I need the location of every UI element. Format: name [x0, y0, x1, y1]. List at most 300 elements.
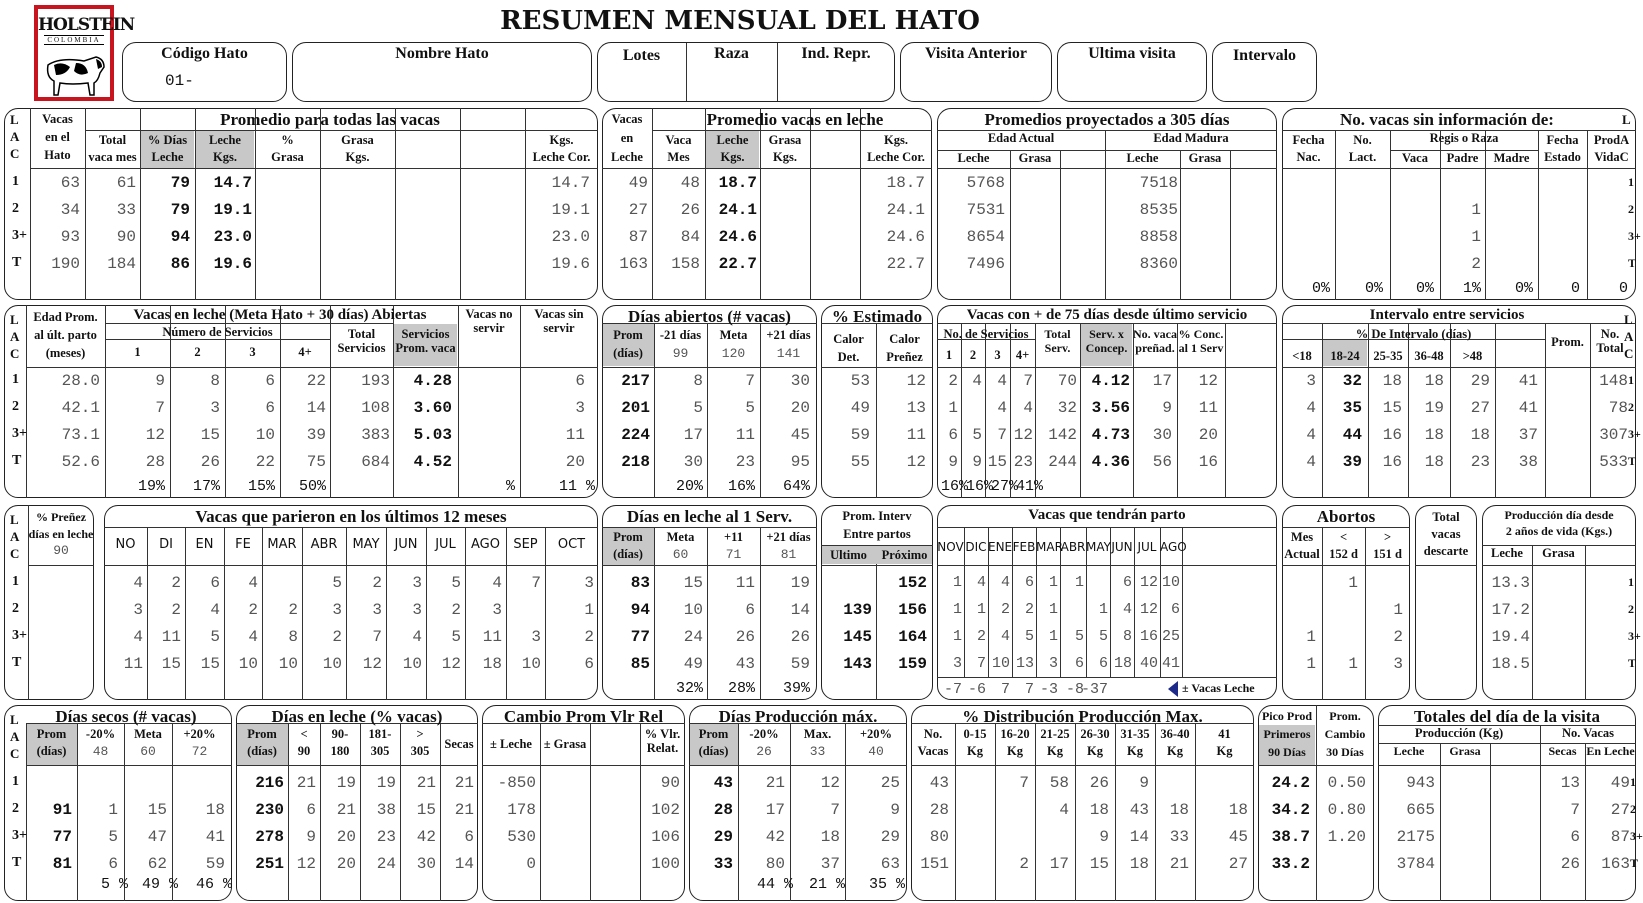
- grid-line: [460, 108, 461, 300]
- s9-total: 78: [1608, 399, 1628, 417]
- s21-prom: 43: [713, 774, 733, 792]
- s24-col-header: Grasa: [1449, 744, 1481, 758]
- s5-n2: 15: [200, 426, 220, 444]
- s7-calor-prenez: 11: [906, 426, 926, 444]
- s5-n1: 7: [155, 399, 165, 417]
- s10-meta: 90: [53, 543, 69, 558]
- s4-padre: 2: [1471, 255, 1481, 273]
- s11-cell: 18: [482, 655, 502, 673]
- s3-edad-madura-leche: 8360: [1139, 255, 1178, 273]
- s12-prom: 77: [630, 628, 650, 646]
- lac-label-s1: L: [10, 112, 19, 127]
- s15-lt152: 1: [1348, 574, 1358, 592]
- lac-label-s9-right: C: [1624, 346, 1634, 361]
- s9-prom: 41: [1518, 399, 1538, 417]
- row-label-right: 2: [1628, 202, 1634, 216]
- s2-col-header: Kgs.: [720, 150, 745, 164]
- s24-leche: 2175: [1396, 828, 1435, 846]
- s5-col-num: 3: [249, 345, 256, 359]
- s4-col-header: Fecha: [1546, 133, 1579, 147]
- s11-cell: 11: [161, 628, 181, 646]
- s21-m20: 80: [765, 855, 785, 873]
- s8-title: Vacas con + de 75 días desde último servicio: [966, 307, 1248, 323]
- s14-month: ENE: [988, 540, 1013, 554]
- vacas-hato-hdr-2: en el: [45, 130, 70, 144]
- s14-cell: 4: [976, 574, 986, 591]
- s13-ultimo: 143: [843, 655, 872, 673]
- s12-p21: 59: [790, 655, 810, 673]
- grid-line: [506, 527, 507, 700]
- s9-r2535: 16: [1382, 453, 1402, 471]
- lac-label-s5: C: [10, 346, 20, 361]
- s22-col-header: Kg: [1087, 744, 1103, 758]
- s2-col-header: Vaca: [665, 133, 692, 147]
- s24-secas: 6: [1570, 828, 1580, 846]
- s12-meta: 15: [683, 574, 703, 592]
- s6-meta: 7: [745, 372, 755, 390]
- s5-total: 108: [361, 399, 390, 417]
- s11-cell: 15: [161, 655, 181, 673]
- s22-cell: 14: [1129, 828, 1149, 846]
- s8-n3: 7: [997, 426, 1007, 444]
- s1-leche-cor: 23.0: [551, 228, 590, 246]
- s9-gt48: 27: [1470, 399, 1490, 417]
- s6-meta: 11: [735, 426, 755, 444]
- s9-total: 307: [1599, 426, 1628, 444]
- s18-col-header: +20%: [183, 727, 216, 741]
- s24-group-prod: Producción (Kg): [1414, 726, 1504, 740]
- s20-vlr: 90: [660, 774, 680, 792]
- s9-gt48: 29: [1470, 372, 1490, 390]
- s22-cell: 15: [1089, 855, 1109, 873]
- s6-m21: 17: [683, 426, 703, 444]
- s5-col-num: 2: [194, 345, 201, 359]
- s12-p11: 6: [745, 601, 755, 619]
- s5-title: Vacas en leche (Meta Hato + 30 días) Abiertas: [133, 307, 427, 323]
- s8-n3: 15: [987, 453, 1007, 471]
- s13-col-header: Ultimo: [830, 548, 867, 562]
- grid-line: [104, 527, 598, 528]
- grid-line: [937, 168, 1277, 169]
- s13-ultimo: 139: [843, 601, 872, 619]
- s13-ultimo: 145: [843, 628, 872, 646]
- grid-line: [395, 108, 396, 300]
- s14-month: JUL: [1137, 540, 1157, 554]
- s6-m21: 30: [683, 453, 703, 471]
- s22-cell: 58: [1049, 774, 1069, 792]
- s1-leche-cor: 14.7: [551, 174, 590, 192]
- s22-cell: 18: [1089, 801, 1109, 819]
- s15-mes: 1: [1306, 628, 1316, 646]
- s1-col-header: % Días: [147, 133, 188, 147]
- s14-cell: 10: [991, 655, 1010, 672]
- row-label-s18: 1: [12, 774, 19, 789]
- s11-cell: 10: [278, 655, 298, 673]
- s12-col-header: (días): [613, 547, 643, 561]
- s15-gt151: 2: [1393, 628, 1403, 646]
- s2-leche-cor: 22.7: [886, 255, 925, 273]
- s18-pct: 46 %: [195, 876, 232, 893]
- s21-meta-val: 40: [868, 744, 884, 759]
- s14-cell: 4: [1122, 601, 1132, 618]
- s3-edad-actual-leche: 8654: [966, 228, 1005, 246]
- s22-cell: 45: [1228, 828, 1248, 846]
- s2-col-header: Kgs.: [884, 133, 908, 147]
- s11-cell: 12: [441, 655, 461, 673]
- s2-vaca-mes: 158: [671, 255, 700, 273]
- s11-cell: 2: [451, 601, 461, 619]
- s22-cell: 4: [1059, 801, 1069, 819]
- s11-month: NO: [115, 537, 136, 552]
- grid-line: [1585, 545, 1586, 700]
- s18-p20: 59: [205, 855, 225, 873]
- s5-pct: %: [505, 478, 515, 495]
- s9-r1824: 32: [1342, 372, 1362, 390]
- s14-cell: 18: [1113, 655, 1132, 672]
- s22-col-header: 41: [1218, 727, 1231, 741]
- s8-n1: 1: [948, 399, 958, 417]
- s18-prom: 91: [52, 801, 72, 819]
- vacas-hato-hdr-1: Vacas: [42, 112, 73, 126]
- grid-line: [937, 367, 1277, 368]
- grid-line: [689, 765, 907, 766]
- s15-lt152: 1: [1348, 655, 1358, 673]
- s9-col-header: 25-35: [1373, 349, 1403, 363]
- lac-label-s10: L: [10, 512, 19, 527]
- s23-pico: 38.7: [1271, 828, 1310, 846]
- s8-pct: 16%: [965, 478, 993, 495]
- s21-meta-val: 33: [809, 744, 826, 759]
- row-label-right: 2: [1628, 400, 1634, 414]
- s5-sin-servir: Vacas sin servir: [534, 307, 584, 335]
- lac-label-s1: C: [10, 146, 20, 161]
- s11-cell: 15: [200, 655, 220, 673]
- grid-line: [104, 565, 598, 566]
- s8-conc: 20: [1198, 426, 1218, 444]
- s14-delta: -6: [967, 681, 986, 698]
- s9-total: 533: [1599, 453, 1628, 471]
- s9-sub: % De Intervalo (días): [1355, 327, 1472, 341]
- row-label-s1: 3+: [12, 228, 27, 243]
- s3-edad-madura-leche: 8858: [1139, 228, 1178, 246]
- s6-col-header: Meta: [719, 328, 748, 342]
- s12-meta: 24: [683, 628, 703, 646]
- s19-lt90: 21: [296, 774, 316, 792]
- s14-cell: 3: [1048, 655, 1058, 672]
- s20-leche: 0: [526, 855, 536, 873]
- s14-cell: 1: [1048, 574, 1058, 591]
- s8-prenad: 17: [1152, 372, 1172, 390]
- s18-meta: 62: [147, 855, 167, 873]
- s19-col-header: >: [416, 727, 424, 741]
- s18-col-header: Prom: [36, 727, 67, 741]
- s12-col-header: +21 días: [766, 530, 811, 544]
- s3-col-header: Leche: [1126, 151, 1159, 165]
- s18-col-header: -20%: [85, 727, 116, 741]
- s1-leche-cor: 19.1: [551, 201, 590, 219]
- s11-month: AGO: [471, 537, 500, 552]
- s17-leche: 18.5: [1491, 655, 1530, 673]
- lac-label-s9-right: L: [1624, 312, 1633, 327]
- grid-line: [1440, 743, 1441, 901]
- s12-p21: 14: [790, 601, 810, 619]
- s13-proximo: 164: [898, 628, 927, 646]
- s12-meta-val: 60: [672, 547, 689, 562]
- s1-col-header: Grasa: [271, 150, 304, 164]
- s23-cambio: 0.80: [1327, 801, 1366, 819]
- s24-leche: 665: [1406, 801, 1435, 819]
- s1-col-header: Grasa: [341, 133, 374, 147]
- s2-vacas-hdr: Leche: [611, 150, 643, 164]
- s2-vacas-hdr: Vacas: [611, 112, 643, 126]
- s15-title: Abortos: [1316, 507, 1376, 526]
- row-label-right: 1: [1628, 175, 1634, 189]
- s19-gt305: 15: [416, 801, 436, 819]
- s22-cell: 28: [929, 801, 949, 819]
- s22-col-header: 26-30: [1080, 727, 1110, 741]
- row-label-right: 3+: [1628, 427, 1641, 441]
- s11-cell: 5: [451, 628, 461, 646]
- s15-col-header: Mes: [1290, 530, 1314, 544]
- s21-max: 7: [830, 801, 840, 819]
- s11-month: JUN: [394, 537, 418, 552]
- lac-label-s18: A: [10, 729, 20, 744]
- s5-edad-hdr: al últ. parto: [34, 328, 97, 342]
- row-label-s5: 3+: [12, 426, 27, 441]
- s12-title: Días en leche al 1 Serv.: [626, 507, 793, 526]
- s4-lac-l: L: [1622, 112, 1631, 127]
- row-label-right: 3+: [1628, 229, 1641, 243]
- row-label-right: 2: [1630, 802, 1636, 816]
- s24-col-header: Secas: [1548, 744, 1577, 758]
- s23-pico: 24.2: [1271, 774, 1310, 792]
- s2-leche-cor: 24.1: [886, 201, 925, 219]
- s11-cell: 6: [210, 574, 220, 592]
- s19-r181: 23: [376, 828, 396, 846]
- grid-line: [1060, 150, 1061, 300]
- s8-n4: 7: [1023, 372, 1033, 390]
- s4-bottom: 0%: [1514, 280, 1533, 297]
- s21-max: 37: [820, 855, 840, 873]
- s3-title: Promedios proyectados a 305 días: [984, 110, 1230, 129]
- lac-label-s10: C: [10, 546, 20, 561]
- s19-col-header: 90-: [331, 727, 349, 741]
- s12-meta: 10: [683, 601, 703, 619]
- grid-line: [1532, 545, 1533, 700]
- s8-total: 244: [1048, 453, 1077, 471]
- s14-cell: 1: [976, 601, 986, 618]
- s3-group-actual: Edad Actual: [987, 131, 1055, 145]
- s5-pct: 15%: [247, 478, 275, 495]
- s15-col-header: >: [1383, 530, 1392, 544]
- s6-pct: 64%: [782, 478, 810, 495]
- grid-line: [821, 565, 933, 566]
- s4-col-header: Vaca: [1402, 151, 1428, 165]
- s5-n2: 3: [210, 399, 220, 417]
- s11-cell: 3: [492, 601, 502, 619]
- s15-col-header: Actual: [1284, 547, 1320, 561]
- s8-n3: 4: [997, 372, 1007, 390]
- s4-group: Regis o Raza: [1429, 131, 1499, 145]
- s5-edad-hdr: Edad Prom.: [33, 310, 98, 324]
- s19-r90: 21: [336, 801, 356, 819]
- row-label-s18: T: [12, 855, 22, 870]
- s11-cell: 4: [210, 601, 220, 619]
- s5-prom: 3.60: [413, 399, 452, 417]
- grid-line: [1010, 150, 1011, 300]
- s14-cell: 5: [1024, 628, 1034, 645]
- s17-title: 2 años de vida (Kgs.): [1505, 524, 1613, 538]
- s20-title: Cambio Prom Vlr Rel: [503, 707, 664, 726]
- s1-col-header: Total: [98, 133, 127, 147]
- row-label-right: T: [1628, 454, 1637, 468]
- s14-cell: 16: [1139, 628, 1158, 645]
- grid-line: [1540, 743, 1541, 901]
- s2-leche-kgs: 24.1: [718, 201, 757, 219]
- s21-m20: 21: [765, 774, 785, 792]
- s19-gt305: 30: [416, 855, 436, 873]
- s23-col-header: 30 Días: [1326, 745, 1364, 759]
- grid-line: [26, 765, 232, 766]
- s9-r3648: 18: [1424, 453, 1444, 471]
- s5-n3: 6: [265, 399, 275, 417]
- s24-group-vacas: No. Vacas: [1561, 726, 1615, 740]
- s4-col-header: Estado: [1544, 150, 1581, 164]
- s12-prom: 85: [630, 655, 650, 673]
- grid-line: [482, 765, 685, 766]
- s14-cell: 3: [952, 655, 962, 672]
- s18-col-header: (días): [36, 744, 67, 758]
- s8-conc: 11: [1198, 399, 1218, 417]
- s6-col-header: Prom: [613, 328, 643, 342]
- s21-p20: 63: [880, 855, 900, 873]
- s20-vlr: 102: [651, 801, 680, 819]
- row-label-s18: 3+: [12, 828, 27, 843]
- s8-sxc: 3.56: [1091, 399, 1130, 417]
- s17-title: Producción día desde: [1504, 508, 1614, 522]
- s7-calor-det: 59: [850, 426, 870, 444]
- s22-cell: 17: [1049, 855, 1069, 873]
- s11-cell: 7: [531, 574, 541, 592]
- s11-cell: 10: [238, 655, 258, 673]
- s6-p21: 95: [790, 453, 810, 471]
- s9-gt48: 23: [1470, 453, 1490, 471]
- s23-col-header: Primeros: [1263, 727, 1311, 741]
- row-label-s1: 2: [12, 201, 19, 216]
- s19-lt90: 12: [296, 855, 316, 873]
- page-title: RESUMEN MENSUAL DEL HATO: [500, 6, 980, 36]
- s7-calor-det: 53: [850, 372, 870, 390]
- s5-total: 193: [361, 372, 390, 390]
- s14-cell: 8: [1122, 628, 1132, 645]
- row-label-s1: 1: [12, 174, 19, 189]
- s11-cell: 8: [288, 628, 298, 646]
- row-label-s10: T: [12, 655, 22, 670]
- s12-col-header: +11: [724, 530, 743, 544]
- s9-r1824: 44: [1342, 426, 1362, 444]
- s22-col-header: 21-25: [1040, 727, 1070, 741]
- s14-month: MAR: [1036, 540, 1063, 554]
- s1-col-header: Kgs.: [213, 150, 237, 164]
- s21-m20: 42: [765, 828, 785, 846]
- s1-col-header: Leche: [209, 133, 241, 147]
- s5-n4: 39: [306, 426, 326, 444]
- s8-n2: 9: [972, 453, 982, 471]
- s8-n4: 23: [1013, 453, 1033, 471]
- s1-title: Promedio para todas las vacas: [220, 110, 440, 129]
- s14-cell: 5: [1074, 628, 1084, 645]
- s1-leche-kgs: 23.0: [213, 228, 252, 246]
- s2-vaca-mes: 48: [680, 174, 700, 192]
- s12-meta-val: 81: [780, 547, 797, 562]
- s20-vlr: 100: [651, 855, 680, 873]
- s13-proximo: 159: [898, 655, 927, 673]
- s8-sub: No. de Servicios: [943, 327, 1029, 341]
- s20-leche: -850: [497, 774, 536, 792]
- s19-col-header: 90: [297, 744, 311, 758]
- s3-group-madura: Edad Madura: [1153, 131, 1229, 145]
- s1-vacas-hato: 93: [60, 228, 80, 246]
- lac-label-s5: A: [10, 329, 20, 344]
- grid-line: [30, 168, 598, 169]
- s5-n3: 6: [265, 372, 275, 390]
- s2-vacas-leche: 163: [619, 255, 648, 273]
- s21-max: 18: [820, 828, 840, 846]
- logo-text: HOLSTEIN: [38, 15, 135, 35]
- s7-calor-det: 49: [850, 399, 870, 417]
- s8-col-num: 4+: [1015, 348, 1030, 362]
- s14-cell: 1: [1048, 601, 1058, 618]
- s19-lt90: 6: [306, 801, 316, 819]
- s1-col-header: Leche Cor.: [532, 150, 591, 164]
- s23-col-header: Cambio: [1324, 727, 1366, 741]
- s6-meta-val: 99: [672, 346, 689, 361]
- s11-cell: 5: [210, 628, 220, 646]
- s11-cell: 3: [584, 574, 594, 592]
- s1-vacas-hato: 63: [60, 174, 80, 192]
- s6-p21: 20: [790, 399, 810, 417]
- s2-vaca-mes: 26: [680, 201, 700, 219]
- s21-p20: 25: [880, 774, 900, 792]
- s1-pct-dias-leche: 79: [170, 201, 190, 219]
- s19-prom: 278: [255, 828, 284, 846]
- s14-delta-label: ± Vacas Leche: [1182, 681, 1255, 695]
- s11-month: ABR: [310, 537, 338, 552]
- s2-vacas-leche: 87: [628, 228, 648, 246]
- vacas-hato-hdr-3: Hato: [44, 148, 71, 162]
- s19-secas: 21: [454, 801, 474, 819]
- grid-line: [602, 168, 932, 169]
- s5-n2: 26: [200, 453, 220, 471]
- s14-cell: 2: [976, 628, 986, 645]
- s17-leche: 13.3: [1491, 574, 1530, 592]
- raza-label: Raza: [714, 45, 749, 62]
- s4-col-header: Padre: [1446, 151, 1479, 165]
- row-label-s10: 2: [12, 601, 19, 616]
- s23-pico: 34.2: [1271, 801, 1310, 819]
- s5-edad-hdr: (meses): [45, 346, 86, 360]
- s6-meta-val: 120: [721, 346, 746, 361]
- s8-conc: 12: [1198, 372, 1218, 390]
- s5-edad: 73.1: [61, 426, 100, 444]
- s8-n1: 6: [948, 426, 958, 444]
- s14-delta: -7: [943, 681, 962, 698]
- s9-title: Intervalo entre servicios: [1369, 307, 1525, 323]
- s14-cell: 1: [952, 628, 962, 645]
- s3-col-header: Leche: [957, 151, 990, 165]
- s19-secas: 6: [464, 828, 474, 846]
- grid-line: [1258, 765, 1374, 766]
